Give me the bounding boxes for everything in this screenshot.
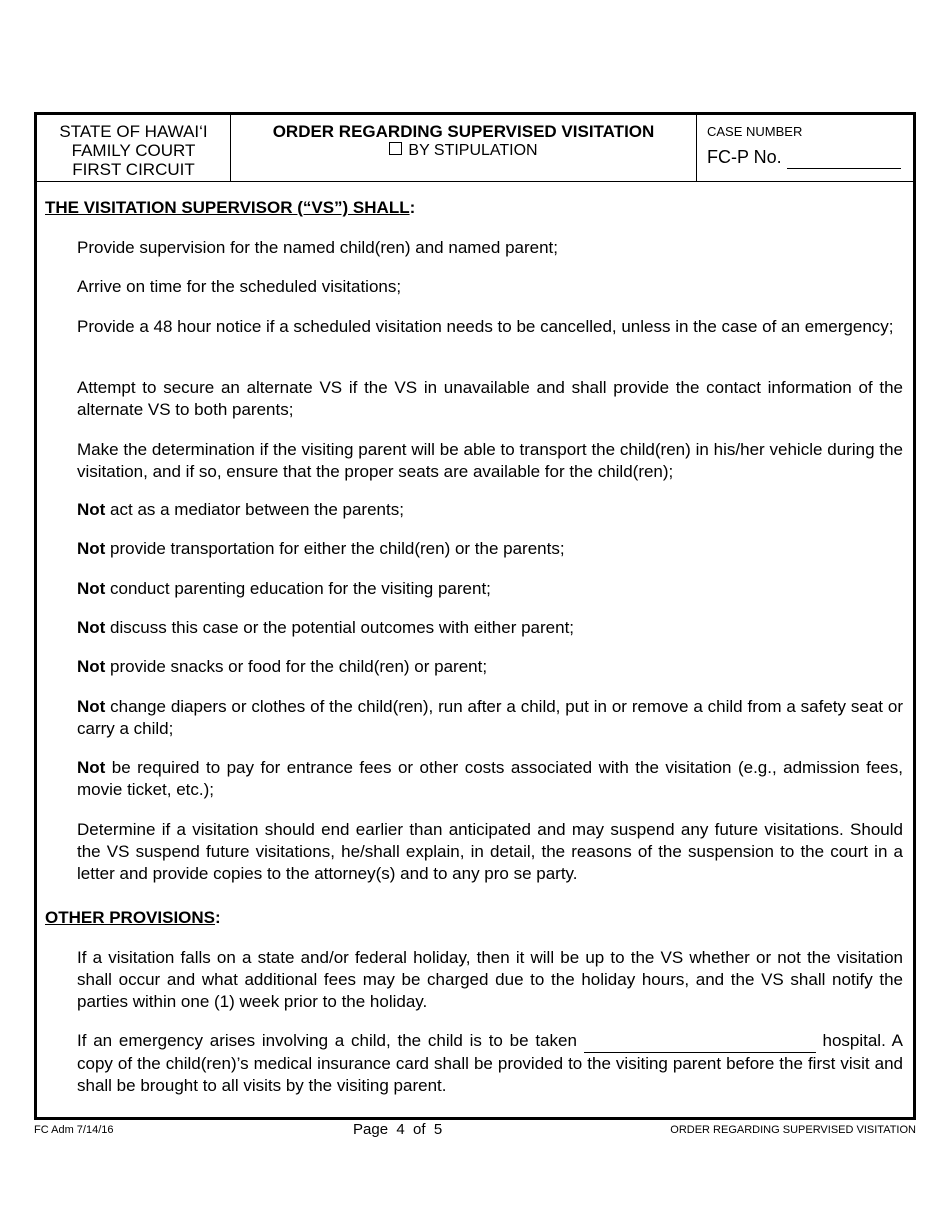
vs-duty-item: Arrive on time for the scheduled visitations;: [77, 277, 402, 296]
case-prefix: FC-P No.: [707, 147, 782, 167]
footer-form-title: ORDER REGARDING SUPERVISED VISITATION: [670, 1124, 916, 1136]
case-number-field: [707, 147, 913, 169]
emergency-provision: If an emergency arises involving a child, the child is to be taken hospital. A copy of the child(ren)’s medical insurance card shall be provided to the visiting parent before the first visit and shall be brought to all visits by the visiting parent.: [77, 1031, 903, 1095]
vs-not-item: Not change diapers or clothes of the child(ren), run after a child, put in or remove a child from a safety seat or carry a child;: [77, 697, 903, 738]
order-form: [34, 112, 916, 1120]
form-id: FC Adm 7/14/16: [34, 1124, 114, 1136]
vs-not-item: Not act as a mediator between the parents;: [77, 500, 404, 519]
vs-not-item: Not conduct parenting education for the visiting parent;: [77, 579, 491, 598]
court-line-family: FAMILY COURT: [71, 141, 196, 160]
page-number: Page 4 of 5: [353, 1121, 443, 1138]
court-line-state: STATE OF HAWAI‘I: [59, 122, 208, 141]
vs-duty-item: Provide a 48 hour notice if a scheduled visitation needs to be cancelled, unless in the case of an emergency;: [77, 317, 894, 336]
vs-not-item: Not be required to pay for entrance fees or other costs associated with the visitation (e.g., admission fees, movie ticket, etc.);: [77, 758, 903, 799]
vs-duty-item: Make the determination if the visiting parent will be able to transport the child(ren) in his/her vehicle during the visitation, and if so, ensure that the proper seats are available for the child(ren);: [77, 440, 903, 481]
court-name: [37, 115, 231, 181]
case-number-blank[interactable]: [787, 147, 901, 169]
holiday-provision: If a visitation falls on a state and/or federal holiday, then it will be up to the VS whether or not the visitation shall occur and what additional fees may be charged due to the holiday hours, and the VS shall notify the parties within one (1) week prior to the holiday.: [77, 948, 903, 1011]
case-number-cell: [697, 115, 913, 181]
stipulation-checkbox[interactable]: [389, 142, 402, 155]
vs-not-item: Not discuss this case or the potential outcomes with either parent;: [77, 618, 575, 637]
vs-not-item: Not provide snacks or food for the child(ren) or parent;: [77, 657, 488, 676]
court-line-circuit: FIRST CIRCUIT: [72, 160, 195, 179]
document-title: ORDER REGARDING SUPERVISED VISITATION: [272, 122, 655, 141]
vs-duty-item: Determine if a visitation should end earlier than anticipated and may suspend any future visitations. Should the VS suspend future visitations, he/shall explain, in detail, the reasons of the suspension to the court in a letter and provide copies to the attorney(s) and to any pro se party.: [77, 820, 903, 883]
section-heading-vs: THE VISITATION SUPERVISOR (“VS”) SHALL:: [45, 198, 416, 217]
section-heading-other: OTHER PROVISIONS:: [45, 908, 221, 927]
vs-duty-item: Attempt to secure an alternate VS if the VS in unavailable and shall provide the contact information of the alternate VS to both parents;: [77, 378, 903, 419]
stipulation-option: [231, 142, 696, 160]
case-number-label: CASE NUMBER: [707, 124, 803, 139]
document-title-cell: [231, 115, 697, 181]
stipulation-label: BY STIPULATION: [408, 142, 538, 159]
vs-duty-item: Provide supervision for the named child(ren) and named parent;: [77, 238, 558, 257]
hospital-blank[interactable]: [584, 1030, 816, 1053]
vs-not-item: Not provide transportation for either the child(ren) or the parents;: [77, 539, 565, 558]
form-header: [37, 115, 913, 182]
